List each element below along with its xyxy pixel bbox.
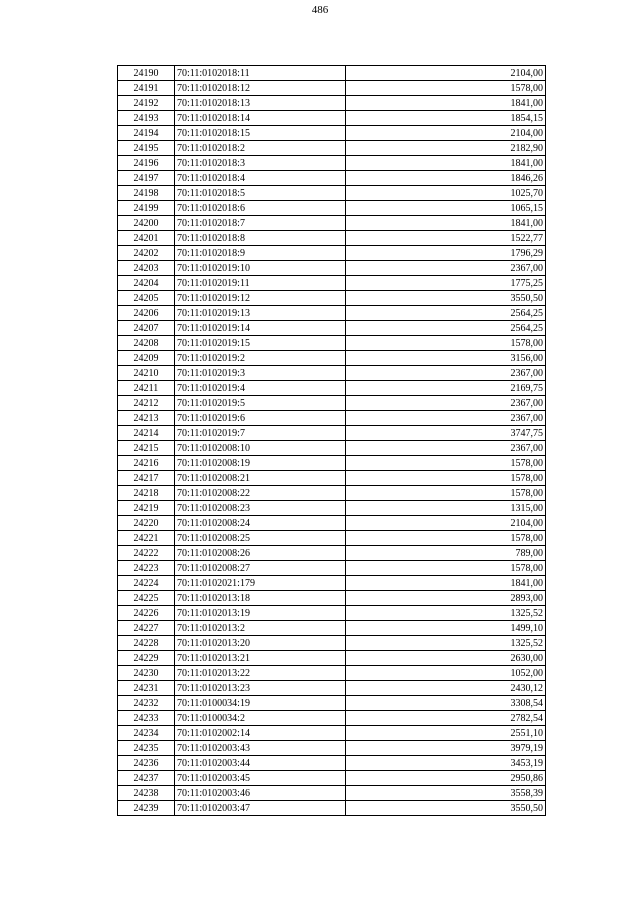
cadastral-number-cell: 70:11:0102002:14 (175, 726, 346, 741)
cadastral-number-cell: 70:11:0102018:14 (175, 111, 346, 126)
value-cell: 1522,77 (346, 231, 546, 246)
row-number-cell: 24204 (118, 276, 175, 291)
row-number-cell: 24235 (118, 741, 175, 756)
value-cell: 3453,19 (346, 756, 546, 771)
table-row (118, 276, 546, 291)
value-cell: 1065,15 (346, 201, 546, 216)
value-cell: 2630,00 (346, 651, 546, 666)
row-number-cell: 24234 (118, 726, 175, 741)
table-row (118, 636, 546, 651)
value-cell: 1315,00 (346, 501, 546, 516)
cadastral-number-cell: 70:11:0102019:10 (175, 261, 346, 276)
cadastral-number-cell: 70:11:0100034:2 (175, 711, 346, 726)
value-cell: 2782,54 (346, 711, 546, 726)
value-cell: 3156,00 (346, 351, 546, 366)
value-cell: 3558,39 (346, 786, 546, 801)
value-cell: 1841,00 (346, 156, 546, 171)
row-number-cell: 24206 (118, 306, 175, 321)
table-row (118, 171, 546, 186)
row-number-cell: 24215 (118, 441, 175, 456)
table-row (118, 246, 546, 261)
table-row (118, 396, 546, 411)
cadastral-number-cell: 70:11:0102013:20 (175, 636, 346, 651)
row-number-cell: 24205 (118, 291, 175, 306)
value-cell: 3308,54 (346, 696, 546, 711)
table-row (118, 231, 546, 246)
cadastral-number-cell: 70:11:0102018:9 (175, 246, 346, 261)
cadastral-number-cell: 70:11:0102019:11 (175, 276, 346, 291)
cadastral-number-cell: 70:11:0102008:22 (175, 486, 346, 501)
row-number-cell: 24232 (118, 696, 175, 711)
table-row (118, 801, 546, 816)
row-number-cell: 24203 (118, 261, 175, 276)
row-number-cell: 24224 (118, 576, 175, 591)
row-number-cell: 24212 (118, 396, 175, 411)
table-row (118, 381, 546, 396)
table-row (118, 366, 546, 381)
row-number-cell: 24227 (118, 621, 175, 636)
cadastral-number-cell: 70:11:0102013:21 (175, 651, 346, 666)
value-cell: 1578,00 (346, 456, 546, 471)
row-number-cell: 24213 (118, 411, 175, 426)
value-cell: 1854,15 (346, 111, 546, 126)
cadastral-number-cell: 70:11:0102018:8 (175, 231, 346, 246)
row-number-cell: 24219 (118, 501, 175, 516)
row-number-cell: 24217 (118, 471, 175, 486)
row-number-cell: 24225 (118, 591, 175, 606)
value-cell: 2367,00 (346, 396, 546, 411)
table-row (118, 546, 546, 561)
value-cell: 1578,00 (346, 531, 546, 546)
cadastral-number-cell: 70:11:0102013:18 (175, 591, 346, 606)
value-cell: 2367,00 (346, 366, 546, 381)
cadastral-value-table (117, 65, 546, 816)
cadastral-number-cell: 70:11:0102013:22 (175, 666, 346, 681)
cadastral-number-cell: 70:11:0102019:3 (175, 366, 346, 381)
row-number-cell: 24239 (118, 801, 175, 816)
value-cell: 1578,00 (346, 471, 546, 486)
cadastral-number-cell: 70:11:0102003:47 (175, 801, 346, 816)
value-cell: 1846,26 (346, 171, 546, 186)
row-number-cell: 24192 (118, 96, 175, 111)
table-row (118, 621, 546, 636)
row-number-cell: 24194 (118, 126, 175, 141)
table-row (118, 261, 546, 276)
value-cell: 1841,00 (346, 216, 546, 231)
cadastral-number-cell: 70:11:0102018:5 (175, 186, 346, 201)
cadastral-number-cell: 70:11:0102013:19 (175, 606, 346, 621)
value-cell: 2104,00 (346, 66, 546, 81)
row-number-cell: 24226 (118, 606, 175, 621)
table-row (118, 456, 546, 471)
table-row (118, 741, 546, 756)
value-cell: 3550,50 (346, 291, 546, 306)
row-number-cell: 24196 (118, 156, 175, 171)
cadastral-number-cell: 70:11:0102018:6 (175, 201, 346, 216)
table-row (118, 471, 546, 486)
value-cell: 1578,00 (346, 561, 546, 576)
table-row (118, 321, 546, 336)
table-row (118, 786, 546, 801)
row-number-cell: 24208 (118, 336, 175, 351)
table-row (118, 591, 546, 606)
table-row (118, 486, 546, 501)
table-row (118, 306, 546, 321)
row-number-cell: 24195 (118, 141, 175, 156)
value-cell: 2551,10 (346, 726, 546, 741)
value-cell: 2893,00 (346, 591, 546, 606)
row-number-cell: 24191 (118, 81, 175, 96)
cadastral-number-cell: 70:11:0102008:27 (175, 561, 346, 576)
row-number-cell: 24190 (118, 66, 175, 81)
cadastral-number-cell: 70:11:0102003:46 (175, 786, 346, 801)
row-number-cell: 24229 (118, 651, 175, 666)
value-cell: 2564,25 (346, 321, 546, 336)
value-cell: 2104,00 (346, 516, 546, 531)
table-row (118, 336, 546, 351)
row-number-cell: 24236 (118, 756, 175, 771)
cadastral-number-cell: 70:11:0102013:23 (175, 681, 346, 696)
table-body (118, 66, 546, 816)
cadastral-number-cell: 70:11:0102008:23 (175, 501, 346, 516)
value-cell: 2104,00 (346, 126, 546, 141)
row-number-cell: 24218 (118, 486, 175, 501)
cadastral-number-cell: 70:11:0102019:5 (175, 396, 346, 411)
cadastral-number-cell: 70:11:0102003:43 (175, 741, 346, 756)
cadastral-number-cell: 70:11:0102018:12 (175, 81, 346, 96)
value-cell: 1841,00 (346, 576, 546, 591)
row-number-cell: 24228 (118, 636, 175, 651)
value-cell: 789,00 (346, 546, 546, 561)
row-number-cell: 24199 (118, 201, 175, 216)
table-row (118, 426, 546, 441)
value-cell: 1325,52 (346, 606, 546, 621)
row-number-cell: 24210 (118, 366, 175, 381)
value-cell: 1796,29 (346, 246, 546, 261)
cadastral-number-cell: 70:11:0102008:26 (175, 546, 346, 561)
cadastral-number-cell: 70:11:0100034:19 (175, 696, 346, 711)
value-cell: 2564,25 (346, 306, 546, 321)
value-cell: 1578,00 (346, 336, 546, 351)
table-row (118, 411, 546, 426)
table-row (118, 561, 546, 576)
page-number: 486 (311, 4, 329, 16)
table-row (118, 81, 546, 96)
value-cell: 1578,00 (346, 81, 546, 96)
value-cell: 3747,75 (346, 426, 546, 441)
table-row (118, 291, 546, 306)
cadastral-number-cell: 70:11:0102013:2 (175, 621, 346, 636)
table-row (118, 141, 546, 156)
cadastral-number-cell: 70:11:0102019:14 (175, 321, 346, 336)
row-number-cell: 24221 (118, 531, 175, 546)
table-row (118, 66, 546, 81)
value-cell: 3979,19 (346, 741, 546, 756)
value-cell: 2430,12 (346, 681, 546, 696)
table-row (118, 156, 546, 171)
table-row (118, 756, 546, 771)
row-number-cell: 24223 (118, 561, 175, 576)
row-number-cell: 24230 (118, 666, 175, 681)
table-row (118, 531, 546, 546)
cadastral-number-cell: 70:11:0102008:21 (175, 471, 346, 486)
cadastral-number-cell: 70:11:0102019:15 (175, 336, 346, 351)
cadastral-number-cell: 70:11:0102018:13 (175, 96, 346, 111)
table-row (118, 96, 546, 111)
value-cell: 2950,86 (346, 771, 546, 786)
value-cell: 1325,52 (346, 636, 546, 651)
row-number-cell: 24222 (118, 546, 175, 561)
row-number-cell: 24202 (118, 246, 175, 261)
cadastral-number-cell: 70:11:0102018:4 (175, 171, 346, 186)
cadastral-number-cell: 70:11:0102019:13 (175, 306, 346, 321)
row-number-cell: 24238 (118, 786, 175, 801)
table-row (118, 576, 546, 591)
cadastral-number-cell: 70:11:0102019:6 (175, 411, 346, 426)
value-cell: 3550,50 (346, 801, 546, 816)
row-number-cell: 24231 (118, 681, 175, 696)
table-row (118, 666, 546, 681)
table-row (118, 186, 546, 201)
table-row (118, 516, 546, 531)
cadastral-number-cell: 70:11:0102019:4 (175, 381, 346, 396)
cadastral-number-cell: 70:11:0102008:19 (175, 456, 346, 471)
table-row (118, 771, 546, 786)
cadastral-number-cell: 70:11:0102003:44 (175, 756, 346, 771)
value-cell: 2367,00 (346, 261, 546, 276)
table-row (118, 501, 546, 516)
cadastral-number-cell: 70:11:0102018:11 (175, 66, 346, 81)
table-row (118, 441, 546, 456)
value-cell: 2182,90 (346, 141, 546, 156)
value-cell: 2169,75 (346, 381, 546, 396)
cadastral-number-cell: 70:11:0102003:45 (175, 771, 346, 786)
table-row (118, 681, 546, 696)
row-number-cell: 24198 (118, 186, 175, 201)
table-row (118, 696, 546, 711)
table-row (118, 201, 546, 216)
cadastral-number-cell: 70:11:0102018:7 (175, 216, 346, 231)
value-cell: 1578,00 (346, 486, 546, 501)
cadastral-number-cell: 70:11:0102019:7 (175, 426, 346, 441)
value-cell: 2367,00 (346, 441, 546, 456)
value-cell: 1775,25 (346, 276, 546, 291)
row-number-cell: 24193 (118, 111, 175, 126)
row-number-cell: 24200 (118, 216, 175, 231)
table-row (118, 216, 546, 231)
cadastral-number-cell: 70:11:0102018:3 (175, 156, 346, 171)
table-row (118, 351, 546, 366)
table-row (118, 651, 546, 666)
row-number-cell: 24201 (118, 231, 175, 246)
row-number-cell: 24216 (118, 456, 175, 471)
cadastral-number-cell: 70:11:0102018:2 (175, 141, 346, 156)
cadastral-number-cell: 70:11:0102018:15 (175, 126, 346, 141)
cadastral-number-cell: 70:11:0102019:2 (175, 351, 346, 366)
table-row (118, 126, 546, 141)
value-cell: 2367,00 (346, 411, 546, 426)
row-number-cell: 24211 (118, 381, 175, 396)
row-number-cell: 24220 (118, 516, 175, 531)
cadastral-number-cell: 70:11:0102019:12 (175, 291, 346, 306)
cadastral-number-cell: 70:11:0102008:24 (175, 516, 346, 531)
table-row (118, 711, 546, 726)
row-number-cell: 24207 (118, 321, 175, 336)
table-row (118, 726, 546, 741)
row-number-cell: 24209 (118, 351, 175, 366)
table-row (118, 111, 546, 126)
value-cell: 1841,00 (346, 96, 546, 111)
value-cell: 1499,10 (346, 621, 546, 636)
cadastral-number-cell: 70:11:0102008:25 (175, 531, 346, 546)
row-number-cell: 24197 (118, 171, 175, 186)
table-row (118, 606, 546, 621)
row-number-cell: 24237 (118, 771, 175, 786)
value-cell: 1052,00 (346, 666, 546, 681)
cadastral-number-cell: 70:11:0102021:179 (175, 576, 346, 591)
cadastral-number-cell: 70:11:0102008:10 (175, 441, 346, 456)
value-cell: 1025,70 (346, 186, 546, 201)
row-number-cell: 24214 (118, 426, 175, 441)
row-number-cell: 24233 (118, 711, 175, 726)
